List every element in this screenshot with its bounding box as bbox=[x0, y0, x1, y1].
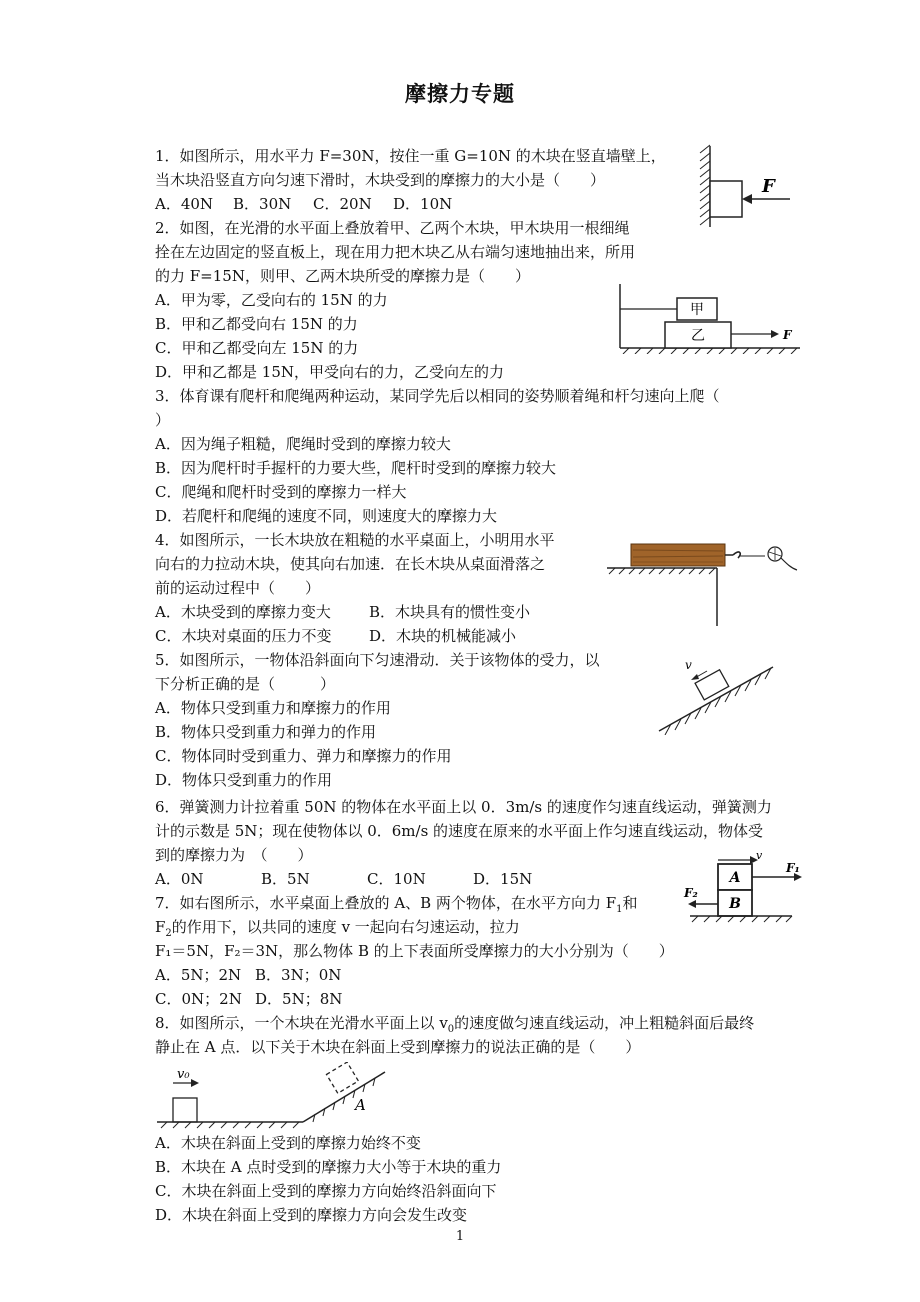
q7-line-2-a: F bbox=[155, 918, 166, 936]
q8-option-b: B．木块在 A 点时受到的摩擦力大小等于木块的重力 bbox=[155, 1158, 502, 1176]
q7-f2-label: F₂ bbox=[684, 886, 698, 900]
q5-line-1: 5．如图所示，一物体沿斜面向下匀速滑动．关于该物体的受力，以 bbox=[155, 651, 600, 669]
q2-option-a: A．甲为零，乙受向右的 15N 的力 bbox=[155, 291, 388, 309]
q3-line-1: 3．体育课有爬杆和爬绳两种运动，某同学先后以相同的姿势顺着绳和杆匀速向上爬（ bbox=[155, 387, 720, 405]
q8-line-1-b: 的速度做匀速直线运动，冲上粗糙斜面后最终 bbox=[454, 1014, 755, 1032]
q6-option-b: B．5N bbox=[261, 870, 310, 888]
q8-v0-label: v₀ bbox=[177, 1067, 190, 1082]
q7-line-2 bbox=[155, 917, 520, 944]
q5-option-d: D．物体只受到重力的作用 bbox=[155, 771, 333, 789]
q2-option-d: D．甲和乙都是 15N，甲受向右的力，乙受向左的力 bbox=[155, 363, 505, 381]
q2-line-1: 2．如图，在光滑的水平面上叠放着甲、乙两个木块，甲木块用一根细绳 bbox=[155, 219, 630, 237]
q2-option-c: C．甲和乙都受向左 15N 的力 bbox=[155, 339, 359, 357]
q6-line-1: 6．弹簧测力计拉着重 50N 的物体在水平面上以 0．3m/s 的速度作匀速直线运动，弹簧测力 bbox=[155, 798, 772, 816]
q3-option-c: C．爬绳和爬杆时受到的摩擦力一样大 bbox=[155, 483, 407, 501]
q8-line-1 bbox=[155, 1013, 754, 1040]
q6-option-d: D．15N bbox=[473, 870, 533, 888]
q4-line-1: 4．如图所示，一长木块放在粗糙的水平桌面上，小明用水平 bbox=[155, 531, 555, 549]
q7-line-1 bbox=[155, 893, 638, 920]
q7-options-row-1 bbox=[155, 965, 341, 985]
q6-option-a: A．0N bbox=[155, 870, 204, 888]
q3-option-a: A．因为绳子粗糙，爬绳时受到的摩擦力较大 bbox=[155, 435, 451, 453]
q7-block-a-label: A bbox=[729, 870, 741, 886]
q3-option-b: B．因为爬杆时手握杆的力要大些，爬杆时受到的摩擦力较大 bbox=[155, 459, 557, 477]
q4-options-row-1 bbox=[155, 602, 530, 622]
q7-velocity-label: v bbox=[756, 849, 763, 862]
q5-option-c: C．物体同时受到重力、弹力和摩擦力的作用 bbox=[155, 747, 452, 765]
q2-block-top-label: 甲 bbox=[690, 302, 704, 318]
q5-option-a: A．物体只受到重力和摩擦力的作用 bbox=[155, 699, 391, 717]
q4-option-a: A．木块受到的摩擦力变大 bbox=[155, 603, 331, 621]
q1-force-label: F bbox=[762, 176, 775, 197]
q1-option-a: A．40N bbox=[155, 195, 214, 213]
q8-line-1-sub: 0 bbox=[447, 1024, 455, 1035]
q7-line-1-end: 和 bbox=[622, 894, 638, 912]
q1-option-b: B．30N bbox=[233, 195, 292, 213]
q4-table-wood-figure bbox=[605, 540, 805, 628]
q7-options-row-2 bbox=[155, 989, 342, 1009]
q6-line-3: 到的摩擦力为 （ ） bbox=[155, 846, 313, 864]
q8-option-c: C．木块在斜面上受到的摩擦力方向始终沿斜面向下 bbox=[155, 1182, 497, 1200]
q6-option-c: C．10N bbox=[367, 870, 426, 888]
q7-line-1-text: 7．如右图所示，水平桌面上叠放的 A、B 两个物体，在水平方向力 F bbox=[155, 894, 617, 912]
q4-options-row-2 bbox=[155, 626, 516, 646]
q7-option-a: A．5N；2N bbox=[155, 966, 242, 984]
q3-option-d: D．若爬杆和爬绳的速度不同，则速度大的摩擦力大 bbox=[155, 507, 498, 525]
q4-option-d: D．木块的机械能减小 bbox=[369, 627, 517, 645]
q8-option-a: A．木块在斜面上受到的摩擦力始终不变 bbox=[155, 1134, 421, 1152]
q2-force-label: F bbox=[783, 328, 792, 342]
q5-option-b: B．物体只受到重力和弹力的作用 bbox=[155, 723, 377, 741]
q6-options bbox=[155, 869, 532, 889]
page-number: 1 bbox=[455, 1229, 465, 1244]
q5-incline-figure bbox=[655, 655, 780, 735]
q1-wall-block-figure bbox=[690, 143, 805, 230]
q8-point-a-label: A bbox=[355, 1096, 366, 1114]
q8-line-2: 静止在 A 点．以下关于木块在斜面上受到摩擦力的说法正确的是（ ） bbox=[155, 1038, 641, 1056]
q2-stacked-blocks-figure bbox=[615, 282, 805, 354]
q1-option-c: C．20N bbox=[313, 195, 372, 213]
q7-option-d: D．5N；8N bbox=[255, 990, 343, 1008]
q8-slope-figure bbox=[155, 1062, 390, 1130]
q4-option-c: C．木块对桌面的压力不变 bbox=[155, 627, 332, 645]
q1-line-2: 当木块沿竖直方向匀速下滑时，木块受到的摩擦力的大小是（ ） bbox=[155, 171, 606, 189]
q2-option-b: B．甲和乙都受向右 15N 的力 bbox=[155, 315, 358, 333]
q7-option-b: B．3N；0N bbox=[255, 966, 342, 984]
q8-line-1-a: 8．如图所示，一个木块在光滑水平面上以 v bbox=[155, 1014, 448, 1032]
page-title: 摩擦力专题 bbox=[405, 82, 515, 106]
q2-line-3: 的力 F=15N，则甲、乙两木块所受的摩擦力是（ ） bbox=[155, 267, 530, 285]
q4-option-b: B．木块具有的惯性变小 bbox=[369, 603, 531, 621]
q2-line-2: 拴在左边固定的竖直板上，现在用力把木块乙从右端匀速地抽出来，所用 bbox=[155, 243, 636, 261]
q3-line-2: ） bbox=[155, 411, 171, 429]
q5-velocity-label: v bbox=[685, 658, 692, 672]
q4-line-2: 向右的力拉动木块，使其向右加速．在长木块从桌面滑落之 bbox=[155, 555, 546, 573]
q4-line-3: 前的运动过程中（ ） bbox=[155, 579, 321, 597]
q2-block-bottom-label: 乙 bbox=[691, 328, 705, 344]
q5-line-2: 下分析正确的是（ ） bbox=[155, 675, 336, 693]
q7-line-2-b: 的作用下，以共同的速度 v 一起向右匀速运动，拉力 bbox=[171, 918, 520, 936]
q7-option-c: C．0N；2N bbox=[155, 990, 242, 1008]
q7-line-3: F₁＝5N，F₂＝3N，那么物体 B 的上下表面所受摩擦力的大小分别为（ ） bbox=[155, 942, 674, 960]
q7-block-b-label: B bbox=[729, 896, 741, 912]
q7-f1-label: F₁ bbox=[786, 861, 800, 875]
q1-option-d: D．10N bbox=[393, 195, 453, 213]
q8-option-d: D．木块在斜面上受到的摩擦力方向会发生改变 bbox=[155, 1206, 468, 1224]
q7-line-2-sub: 2 bbox=[165, 928, 172, 939]
q1-options bbox=[155, 194, 452, 214]
q7-stacked-ab-figure bbox=[682, 848, 807, 926]
q6-line-2: 计的示数是 5N；现在使物体以 0．6m/s 的速度在原来的水平面上作匀速直线运动，物体受 bbox=[155, 822, 764, 840]
q7-line-1-sub: 1 bbox=[616, 904, 623, 915]
q1-line-1: 1．如图所示，用水平力 F=30N，按住一重 G=10N 的木块在竖直墙壁上， bbox=[155, 147, 666, 165]
